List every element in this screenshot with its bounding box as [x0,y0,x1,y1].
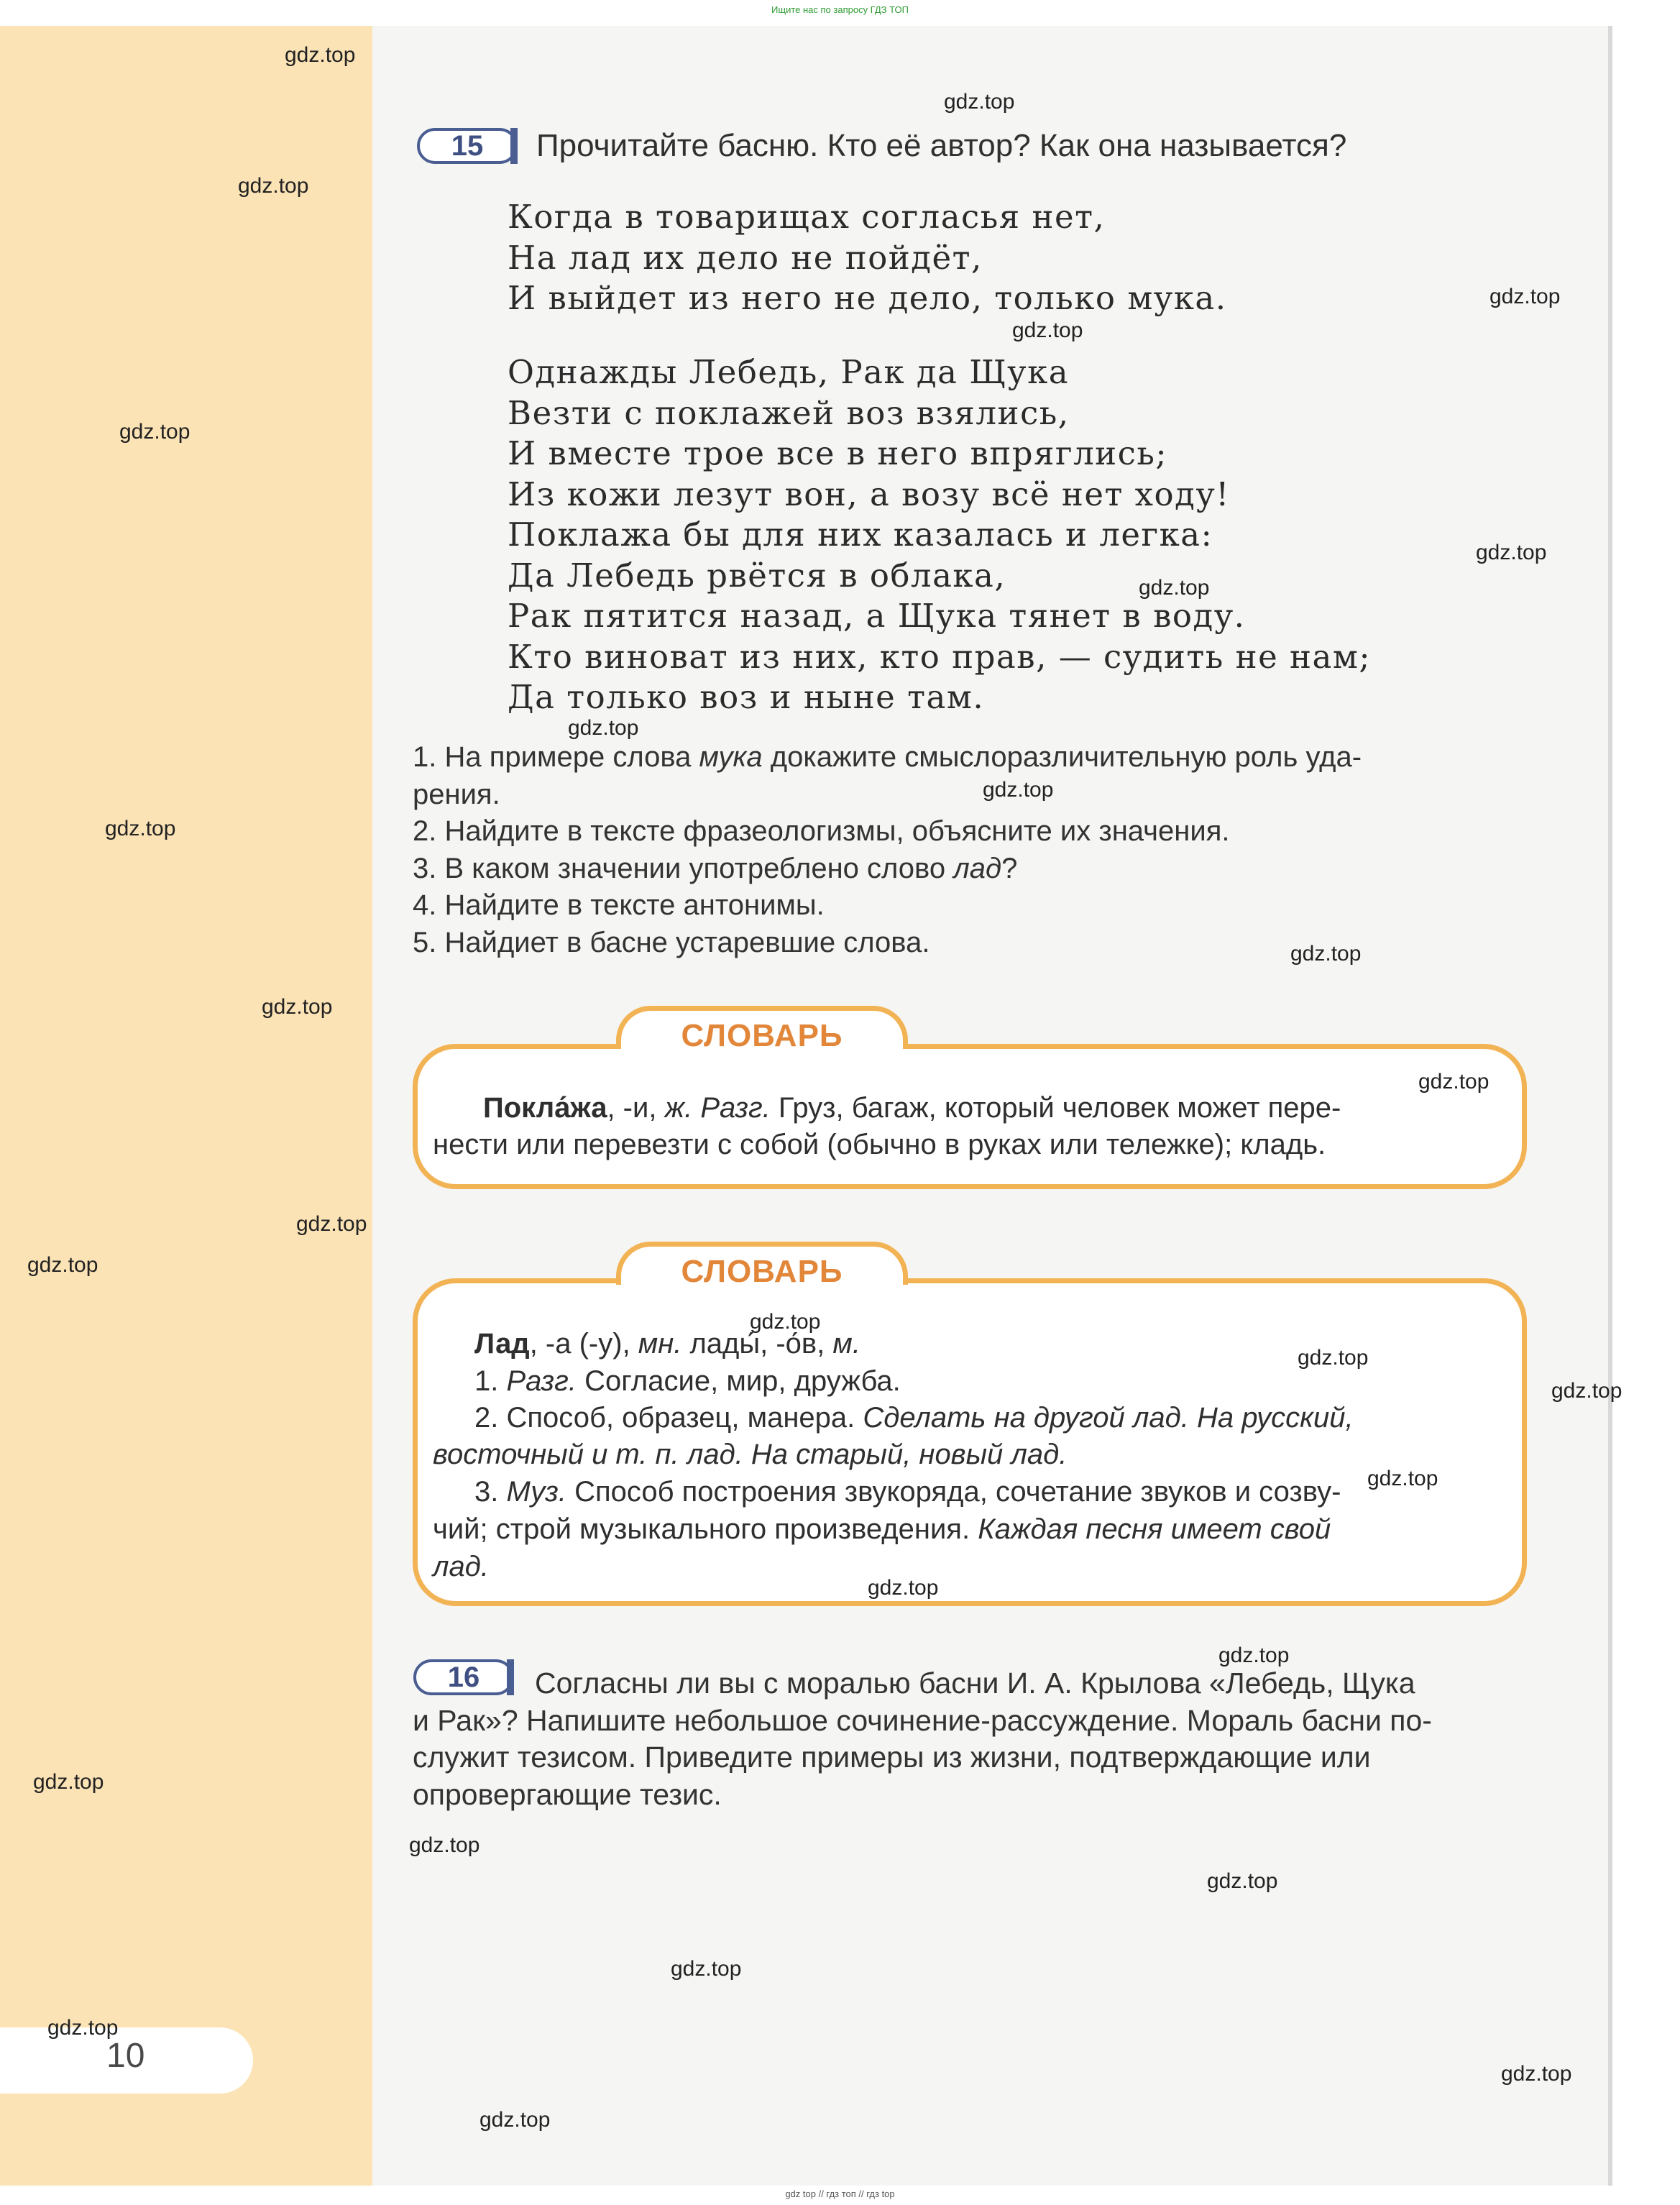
headword: Лад [474,1328,530,1360]
task-15-title: Прочитайте басню. Кто её автор? Как она называется? [536,128,1347,163]
bottom-note: gdz top // гдз топ // гдз top [785,2188,895,2199]
task-16-text [413,1665,1528,1813]
watermark: gdz.top [238,174,309,198]
poem-epigraph [508,197,1227,319]
watermark: gdz.top [671,1957,742,1981]
poem-line: Поклажа бы для них казалась и легка: [508,515,1213,554]
dictionary-tab-label: СЛОВАРЬ [681,1254,843,1289]
watermark: gdz.top [296,1212,367,1236]
headword: Покла́жа [483,1092,607,1124]
task-15-questions [413,739,1527,961]
question-1: 1. На примере слова мука докажите смыслоразличительную роль уда- [413,741,1362,773]
watermark: gdz.top [33,1770,104,1794]
watermark: gdz.top [47,2016,119,2040]
question-5: 5. Найдиет в басне устаревшие слова. [413,926,930,958]
poem-line: Из кожи лезут вон, а возу всё нет ходу! [508,475,1230,513]
question-2: 2. Найдите в тексте фразеологизмы, объясните их значения. [413,815,1230,847]
watermark: gdz.top [27,1253,98,1277]
poem-line: Везти с поклажей воз взялись, [508,393,1070,432]
poem-line: Однажды Лебедь, Рак да Щука [508,353,1070,391]
task-16-line: и Рак»? Напишите небольшое сочинение-рассуждение. Мораль басни по- [413,1703,1432,1737]
poem-line: На лад их дело не пойдёт, [508,238,983,277]
watermark: gdz.top [568,716,639,740]
task-16-number: 16 [447,1661,480,1693]
task-16-line: Согласны ли вы с моралью басни И. А. Крылова «Лебедь, Щука [535,1667,1415,1700]
poem-line: И выйдет из него не дело, только мука. [508,279,1227,317]
watermark: gdz.top [1476,541,1547,564]
watermark: gdz.top [1218,1644,1290,1667]
top-note: Ищите нас по запросу ГДЗ ТОП [771,4,909,15]
poem-line: Когда в товарищах согласья нет, [508,198,1106,236]
watermark: gdz.top [1290,942,1362,966]
sidebar-margin [0,26,372,2186]
watermark: gdz.top [1367,1467,1438,1490]
watermark: gdz.top [262,995,333,1019]
dictionary-entry-2-cont: восточный и т. п. лад. На старый, новый лад. [433,1439,1068,1470]
poem-line: Кто виноват из них, кто прав, — судить не нам; [508,637,1371,676]
watermark: gdz.top [1139,576,1210,600]
dictionary-tab-1 [616,1006,908,1053]
watermark: gdz.top [479,2108,551,2132]
task-16-line: опровергающие тезис. [413,1777,722,1811]
question-3: 3. В каком значении употреблено слово лад? [413,852,1018,884]
poem-line: И вместе трое все в него впряглись; [508,434,1168,472]
watermark: gdz.top [1012,318,1083,342]
question-4: 4. Найдите в тексте антонимы. [413,889,825,921]
poem-body [508,352,1371,718]
task-15-number: 15 [451,130,484,162]
watermark: gdz.top [750,1310,821,1334]
task-15-badge [417,128,518,164]
watermark: gdz.top [1207,1869,1278,1893]
watermark: gdz.top [285,43,356,67]
watermark: gdz.top [1551,1379,1622,1403]
poem-line: Рак пятится назад, а Щука тянет в воду. [508,597,1246,635]
dictionary-entry-2-sense-3-cont: чий; строй музыкального произведения. Каждая песня имеет свой лад. [433,1513,1331,1582]
dictionary-entry-2: Лад, -а (-у), мн. лады́, -о́в, м. 1. Разг. Согласие, мир, дружба. 2. Способ, образец, манера. Сделать на другой лад. На русский, [474,1328,1354,1434]
task-16-line: служит тезисом. Приведите примеры из жизни, подтверждающие или [413,1741,1371,1774]
watermark: gdz.top [944,90,1015,114]
dictionary-tab-2 [616,1242,908,1289]
watermark: gdz.top [983,778,1054,802]
watermark: gdz.top [868,1576,939,1600]
page-edge [1608,26,1612,2186]
dictionary-tab-label: СЛОВАРЬ [681,1018,843,1053]
watermark: gdz.top [1489,285,1561,308]
page-number: 10 [106,2037,145,2075]
watermark: gdz.top [1501,2062,1572,2086]
watermark: gdz.top [105,817,176,840]
watermark: gdz.top [1418,1070,1489,1094]
poem-line: Да Лебедь рвётся в облака, [508,556,1006,595]
question-1-cont: рения. [413,778,500,810]
dictionary-entry-1: Покла́жа, -и, ж. Разг. Груз, багаж, который человек может пере- [483,1092,1341,1124]
watermark: gdz.top [119,420,191,444]
watermark: gdz.top [1298,1346,1369,1370]
dictionary-entry-1-cont: нести или перевезти с собой (обычно в руках или тележке); кладь. [433,1129,1326,1160]
watermark: gdz.top [409,1833,480,1857]
dictionary-entry-2-sense-3: 3. Муз. Способ построения звукоряда, сочетание звуков и созву- [474,1476,1341,1508]
poem-line: Да только воз и ныне там. [508,678,985,716]
